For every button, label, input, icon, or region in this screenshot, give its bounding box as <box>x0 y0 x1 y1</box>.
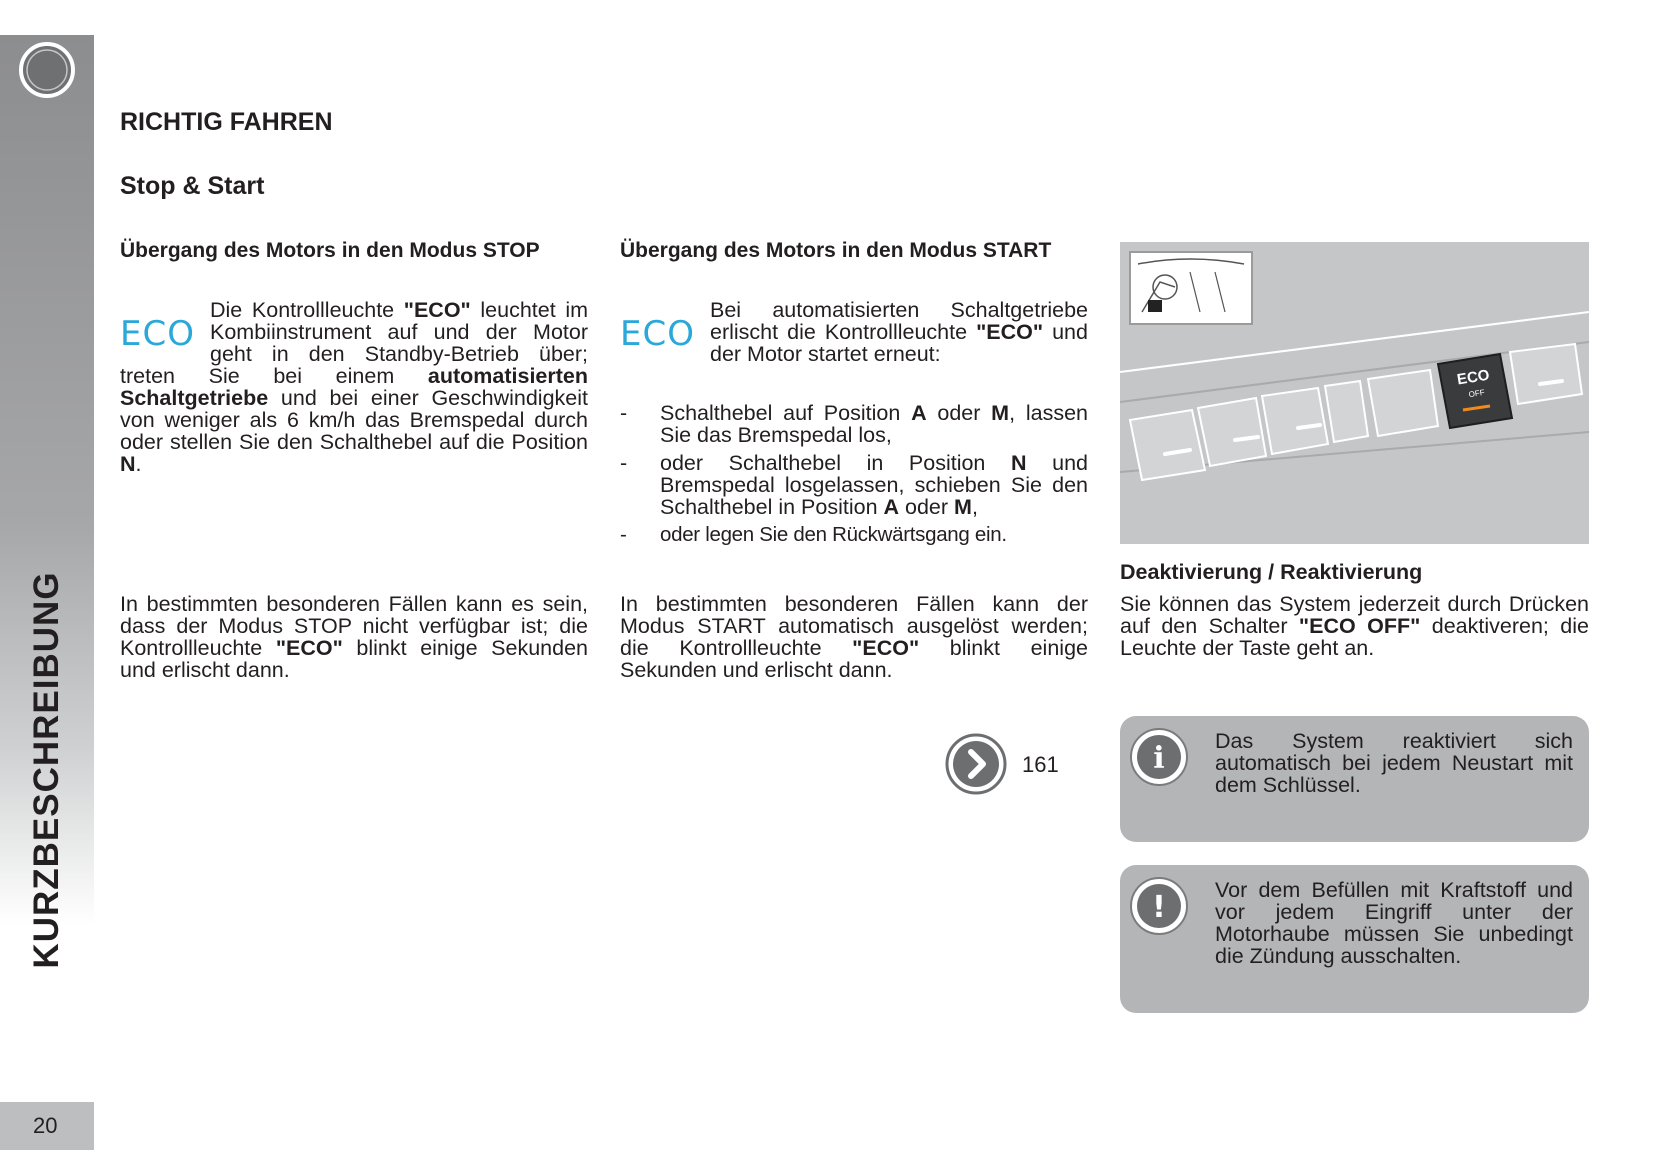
warning-box <box>1120 865 1589 1013</box>
info-text: Das System reaktiviert sich automatisch bei jedem Neustart mit dem Schlüssel. <box>1215 729 1573 797</box>
section-subtitle: Stop & Start <box>120 172 265 200</box>
eco-indicator-icon: ECO <box>620 314 695 354</box>
list-item: - oder legen Sie den Rückwärtsgang ein. <box>620 523 1007 546</box>
list-item: - Schalthebel auf Position A oder M, lassen Sie das Bremspedal los, <box>620 401 1088 447</box>
page-number: 20 <box>0 1102 94 1150</box>
list-item: - oder Schalthebel in Position N und Bremspedal losgelassen, schieben Sie den Schalthebel in Position A oder M, <box>620 451 1088 519</box>
stop-mode-special-cases: In bestimmten besonderen Fällen kann es sein, dass der Modus STOP nicht verfügbar ist; die Kontrollleuchte "ECO" blinkt einige Sekunden und erlischt dann. <box>120 592 589 682</box>
info-box <box>1120 716 1589 842</box>
svg-text:i: i <box>1153 741 1165 776</box>
chapter-ring-icon <box>17 40 77 100</box>
stop-mode-text: ECO Die Kontrollleuchte "ECO" leuchtet im Kombiinstrument auf und der Motor geht in den Standby-Betrieb über; treten Sie bei einem automatisierten Schaltgetriebe und bei einer Geschwindigkeit von weniger als 6 km/h das Bremspedal durch oder stellen Sie den Schalthebel auf die Position N. <box>120 298 589 476</box>
warning-text: Vor dem Befüllen mit Kraftstoff und vor jedem Eingriff unter der Motorhaube müssen Sie unbedingt die Zündung ausschalten. <box>1215 878 1573 968</box>
start-mode-special-cases: In bestimmten besonderen Fällen kann der Modus START automatisch ausgelöst werden; die Kontrollleuchte "ECO" blinkt einige Sekunden und erlischt dann. <box>620 592 1088 682</box>
start-mode-heading: Übergang des Motors in den Modus START <box>620 239 1052 262</box>
eco-off-switch-illustration <box>1120 242 1589 544</box>
start-mode-text: ECO Bei automatisierten Schaltgetriebe erlischt die Kontrollleuchte "ECO" und der Motor startet erneut: <box>620 298 1088 366</box>
svg-text:!: ! <box>1152 890 1166 925</box>
page-title: RICHTIG FAHREN <box>120 108 333 136</box>
eco-indicator-icon: ECO <box>120 314 195 354</box>
stop-mode-heading: Übergang des Motors in den Modus STOP <box>120 239 540 262</box>
start-conditions-list <box>620 402 1088 552</box>
deactivation-heading: Deaktivierung / Reaktivierung <box>1120 560 1423 584</box>
warning-icon <box>1128 875 1190 937</box>
eco-switch-sublabel: OFF <box>1468 387 1486 400</box>
deactivation-text: Sie können das System jederzeit durch Drücken auf den Schalter "ECO OFF" deaktiveren; die Leuchte der Taste geht an. <box>1120 592 1589 660</box>
info-icon <box>1128 726 1190 788</box>
section-title-vertical: KURZBESCHREIBUNG <box>27 571 66 969</box>
page-reference-arrow-icon[interactable] <box>944 732 1008 796</box>
eco-switch-label: ECO <box>1455 366 1491 389</box>
page-reference-number[interactable]: 161 <box>1022 752 1059 777</box>
